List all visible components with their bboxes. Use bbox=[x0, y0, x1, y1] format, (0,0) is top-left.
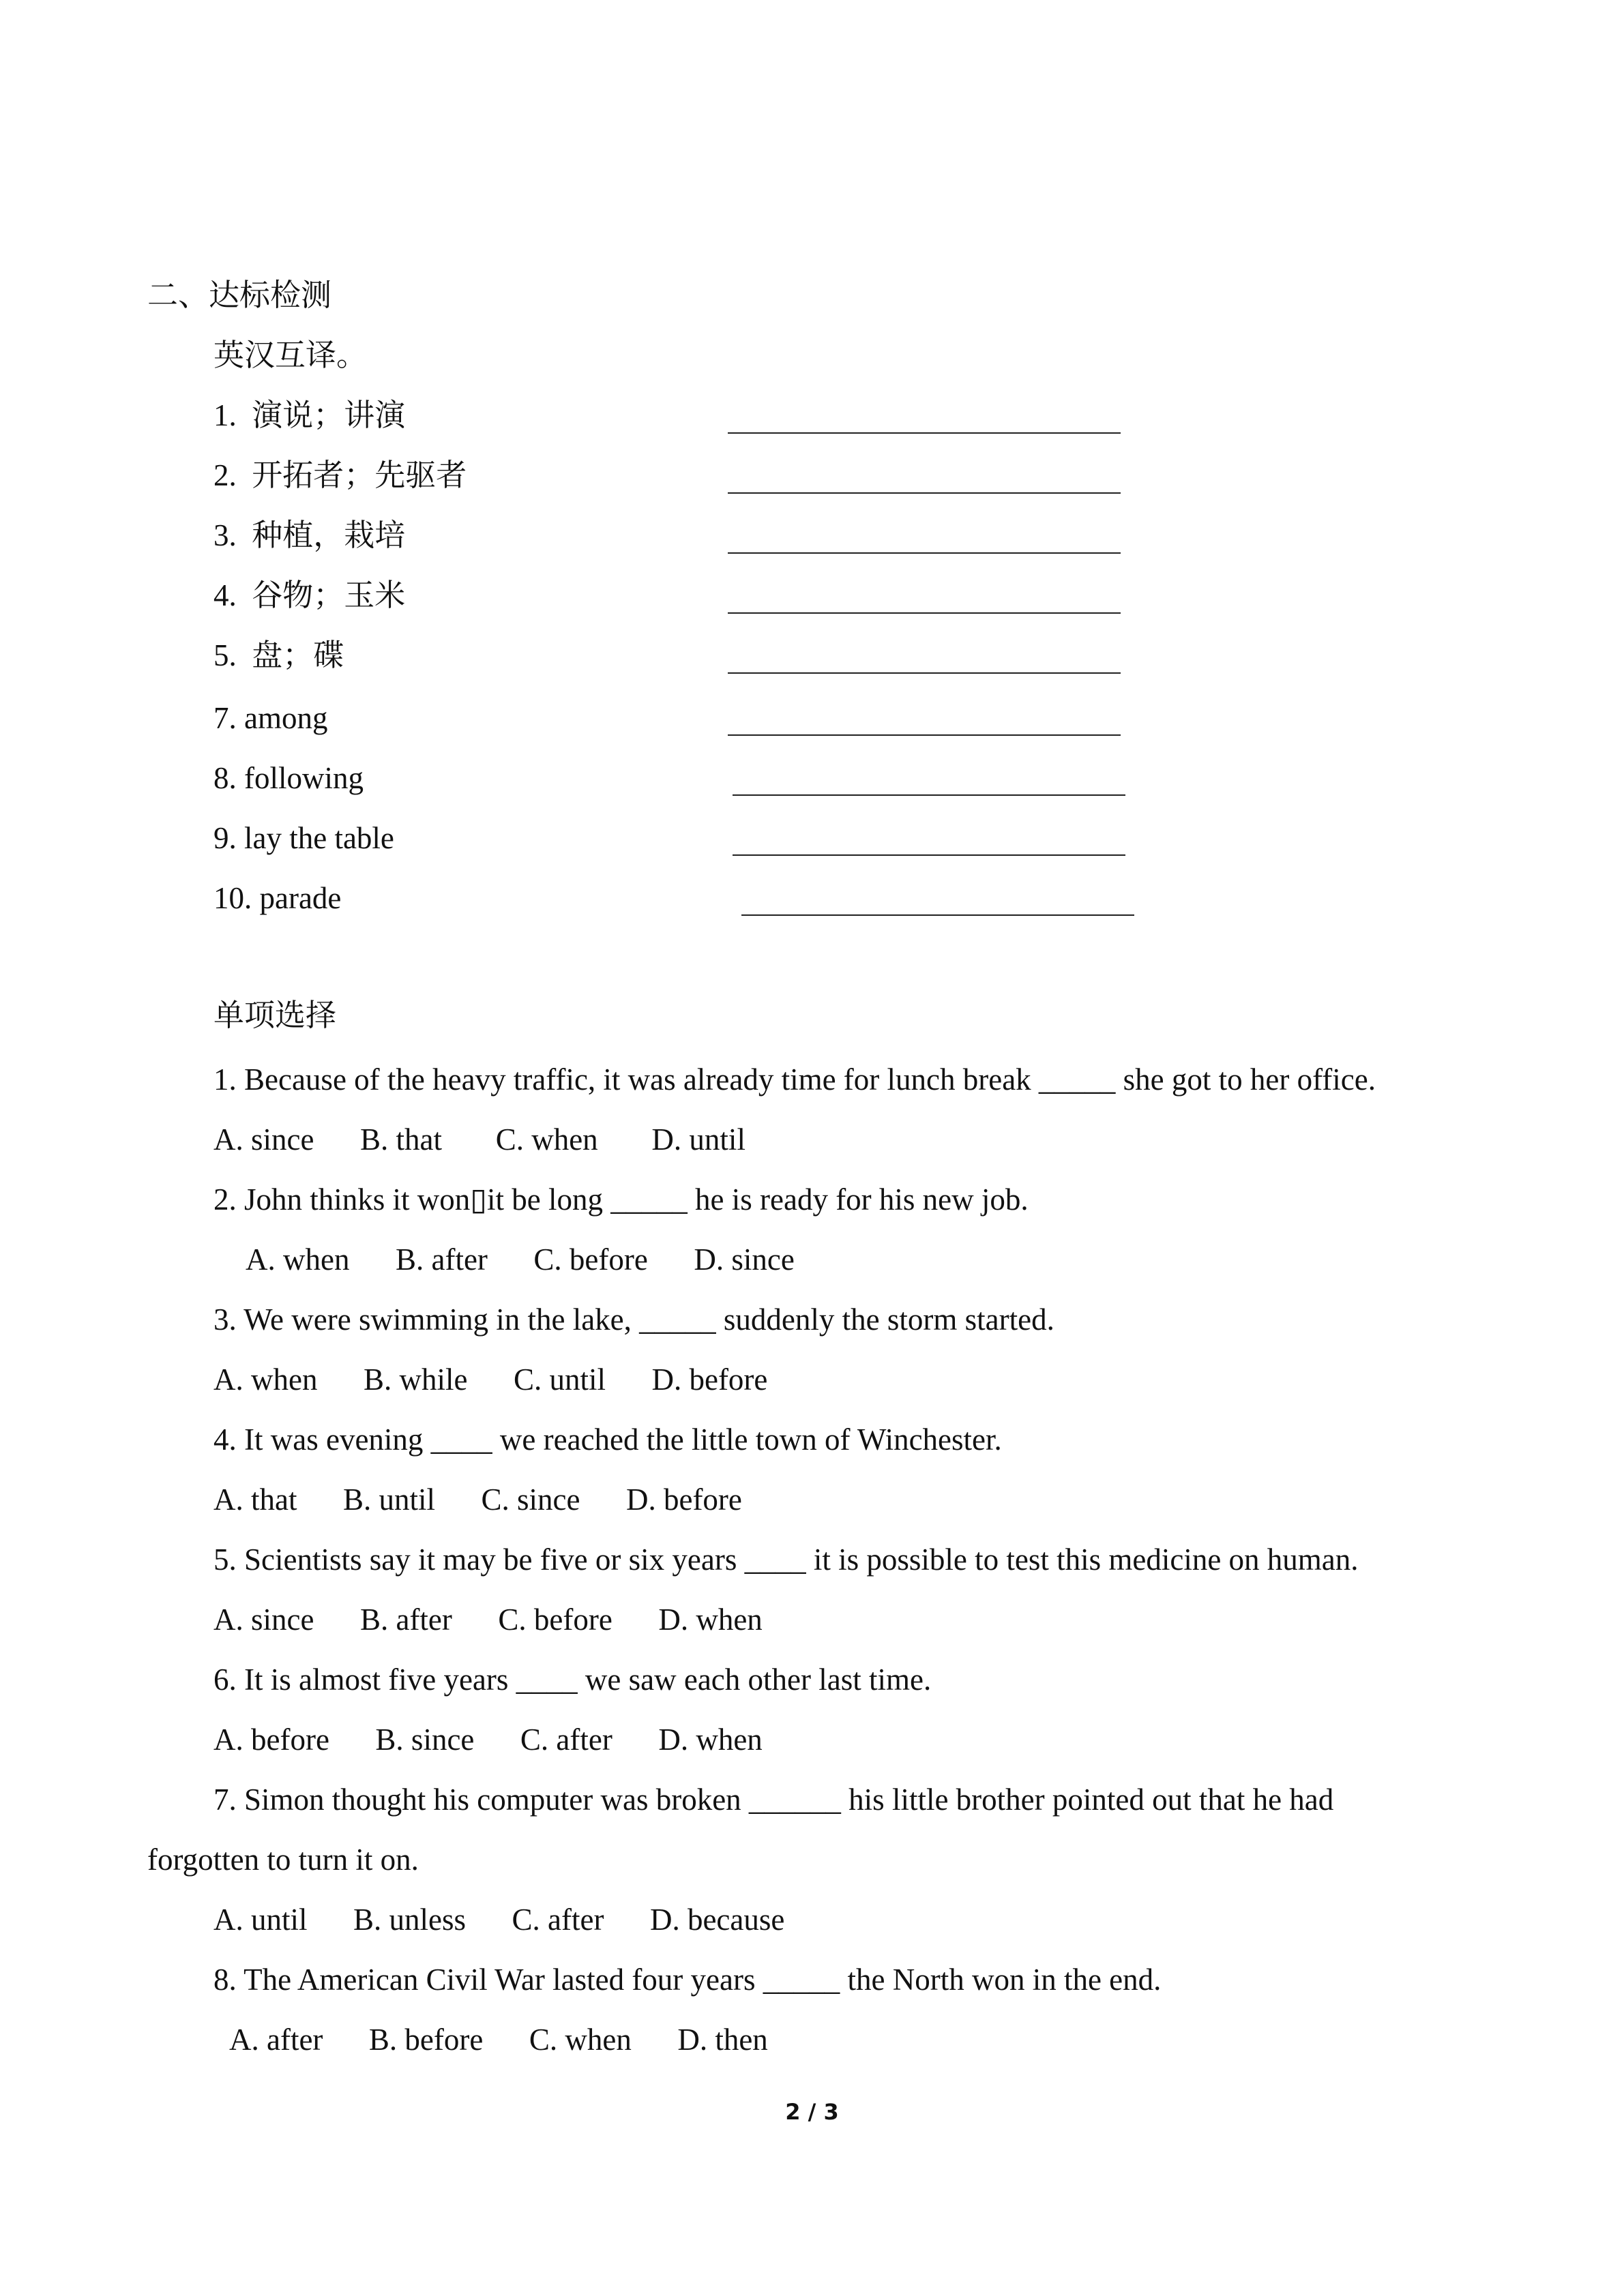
question-6: 6. It is almost five years ____ we saw each other last time. bbox=[213, 1663, 932, 1697]
question-7-options: A. until B. unless C. after D. because bbox=[213, 1903, 785, 1937]
answer-blank[interactable] bbox=[728, 612, 1121, 614]
question-1: 1. Because of the heavy traffic, it was already time for lunch break _____ she got to her office. bbox=[213, 1062, 1376, 1097]
question-2: 2. John thinks it won▯it be long _____ he is ready for his new job. bbox=[213, 1182, 1029, 1217]
translation-item: 3. 种植，栽培 bbox=[213, 518, 406, 552]
question-1-options: A. since B. that C. when D. until bbox=[213, 1122, 745, 1157]
page-number: 2 / 3 bbox=[785, 2099, 839, 2125]
translation-heading: 英汉互译。 bbox=[213, 338, 368, 372]
translation-item: 4. 谷物；玉米 bbox=[213, 578, 406, 612]
answer-blank[interactable] bbox=[728, 672, 1121, 674]
question-5: 5. Scientists say it may be five or six years ____ it is possible to test this medicine on human. bbox=[213, 1542, 1359, 1577]
answer-blank[interactable] bbox=[728, 492, 1121, 494]
question-4-options: A. that B. until C. since D. before bbox=[213, 1482, 742, 1517]
translation-item: 8. following bbox=[213, 761, 364, 795]
translation-item: 2. 开拓者；先驱者 bbox=[213, 458, 467, 492]
question-3-options: A. when B. while C. until D. before bbox=[213, 1362, 768, 1397]
translation-item: 10. parade bbox=[213, 881, 342, 915]
answer-blank[interactable] bbox=[728, 734, 1121, 736]
question-8-options: A. after B. before C. when D. then bbox=[229, 2023, 768, 2057]
question-3: 3. We were swimming in the lake, _____ suddenly the storm started. bbox=[213, 1302, 1054, 1337]
translation-item: 1. 演说；讲演 bbox=[213, 398, 406, 432]
question-4: 4. It was evening ____ we reached the little town of Winchester. bbox=[213, 1422, 1002, 1457]
translation-item: 5. 盘；碟 bbox=[213, 638, 344, 672]
answer-blank[interactable] bbox=[728, 552, 1121, 554]
translation-item: 9. lay the table bbox=[213, 821, 394, 855]
choice-heading: 单项选择 bbox=[213, 998, 337, 1032]
question-7: 7. Simon thought his computer was broken ______ his little brother pointed out that he had bbox=[213, 1783, 1334, 1817]
answer-blank[interactable] bbox=[733, 854, 1125, 856]
section-title: 二、达标检测 bbox=[147, 278, 332, 312]
answer-blank[interactable] bbox=[728, 432, 1121, 434]
answer-blank[interactable] bbox=[733, 794, 1125, 796]
question-2-options: A. when B. after C. before D. since bbox=[246, 1242, 795, 1277]
answer-blank[interactable] bbox=[741, 914, 1134, 916]
translation-item: 7. among bbox=[213, 701, 328, 735]
question-6-options: A. before B. since C. after D. when bbox=[213, 1723, 763, 1757]
question-7-continued: forgotten to turn it on. bbox=[147, 1843, 419, 1877]
question-8: 8. The American Civil War lasted four years _____ the North won in the end. bbox=[213, 1963, 1162, 1997]
question-5-options: A. since B. after C. before D. when bbox=[213, 1602, 763, 1637]
